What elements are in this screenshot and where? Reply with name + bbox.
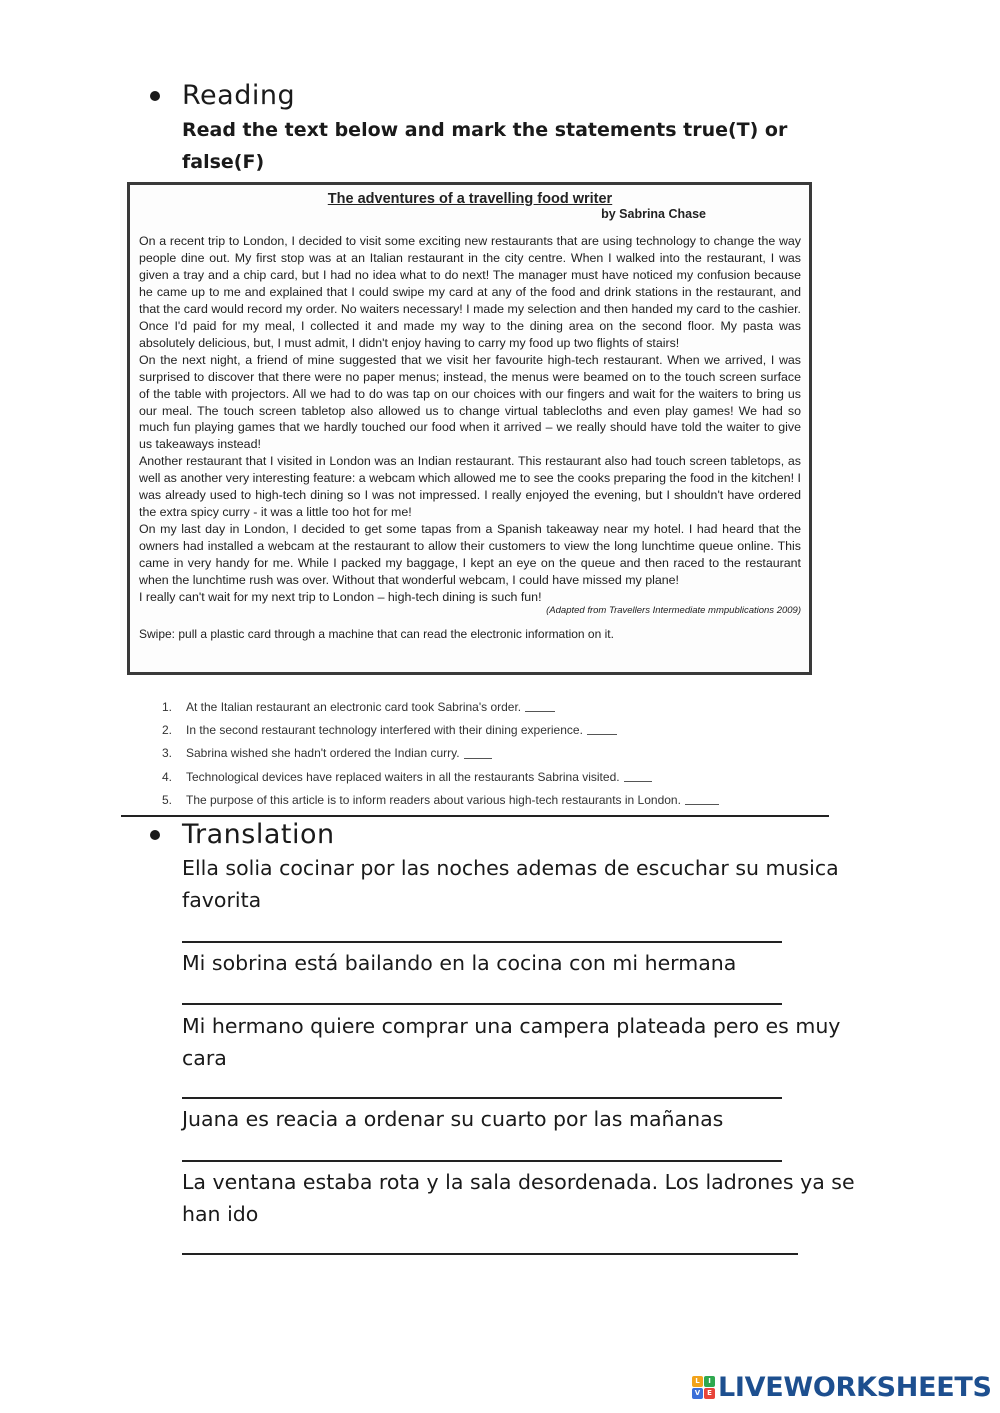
translation-heading [150,819,335,850]
translation-answer-line[interactable] [182,1160,782,1162]
answer-blank[interactable] [525,701,555,712]
answer-blank[interactable] [624,771,652,782]
passage-paragraph: I really can't wait for my next trip to London – high-tech dining is such fun! [139,590,542,605]
translation-sentence: La ventana estaba rota y la sala desordenada. Los ladrones ya se han ido [182,1170,855,1226]
question-text: At the Italian restaurant an electronic card took Sabrina's order. [186,699,522,714]
translation-answer-line[interactable] [182,1253,798,1255]
passage-title: The adventures of a travelling food writer [327,191,613,207]
translation-heading-text: Translation [182,819,335,850]
reading-passage [127,182,812,675]
translation-sentence: Mi sobrina está bailando en la cocina con mi hermana [182,951,737,975]
question-item [162,695,802,718]
answer-blank[interactable] [685,794,719,805]
translation-answer-line[interactable] [182,1097,782,1099]
translation-sentence: Juana es reacia a ordenar su cuarto por las mañanas [182,1107,724,1131]
question-item [162,718,802,741]
question-text: The purpose of this article is to inform readers about various high-tech restaurants in London. [186,792,681,807]
reading-instruction: Read the text below and mark the statements true(T) or false(F) [182,119,788,173]
passage-paragraph: On the next night, a friend of mine suggested that we visit her favourite high-tech restaurant. When we arrived, I was surprised to discover that there were no paper menus; instead, the menus were beamed on to the touch screen surface of the table with projectors. All we had to do was tap on our choices with our fingers and wait for the waiters to bring us our meal. The touch screen tabletop also allowed us to change virtual tablecloths and even play games! We had so much fun playing games that we hardly touched our food when it arrived – we really should have told the waiter to give us takeaways instead! [139,352,801,452]
liveworksheets-logo [692,1372,992,1403]
question-number: 5. [162,792,173,807]
passage-paragraph: Another restaurant that I visited in London was an Indian restaurant. This restaurant also had touch screen tabletops, as well as another very interesting feature: a webcam which allowed me to see the cooks preparing the food in the kitchen! I was already used to high-tech dining so I was not impressed. I really enjoyed the evening, but I shouldn't have ordered the extra spicy curry - it was a little too hot for me! [139,454,801,520]
passage-body [139,233,801,606]
question-number: 3. [162,746,173,761]
passage-author: by Sabrina Chase [601,207,706,221]
passage-gloss: Swipe: pull a plastic card through a machine that can read the electronic information on it. [139,626,614,641]
question-item [162,742,802,765]
question-number: 4. [162,769,173,784]
translation-answer-line[interactable] [182,1003,782,1005]
question-number: 2. [162,722,173,737]
question-item [162,765,802,788]
question-list [162,695,802,811]
question-number: 1. [162,699,173,714]
translation-sentence: Ella solia cocinar por las noches ademas de escuchar su musica favorita [182,856,839,912]
question-text: Sabrina wished she hadn't ordered the Indian curry. [186,746,460,761]
liveworksheets-logo-icon: L I V E [692,1376,715,1399]
translation-answer-line[interactable] [182,941,782,943]
reading-heading-text: Reading [182,80,296,111]
reading-heading [150,80,295,111]
translation-sentence: Mi hermano quiere comprar una campera plateada pero es muy cara [182,1014,841,1070]
passage-paragraph: On my last day in London, I decided to get some tapas from a Spanish takeaway near my hotel. I had heard that the owners had installed a webcam at the restaurant to allow their customers to view the long lunchtime queue online. This came in very handy for me. While I packed my baggage, I kept an eye on the queue and then raced to the restaurant when the lunchtime rush was over. Without that wonderful webcam, I could have missed my plane! [139,522,801,588]
logo-text: LIVEWORKSHEETS [718,1372,992,1403]
question-item [162,788,802,811]
passage-paragraph: On a recent trip to London, I decided to visit some exciting new restaurants that are using technology to change the way people dine out. My first stop was at an Italian restaurant in the city centre. When I walked into the restaurant, I was given a tray and a chip card, but I had no idea what to do next! The manager must have noticed my confusion because he came up to me and explained that I could swipe my card at any of the food and drink stations in the restaurant, and that the card would record my order. No waiters necessary! I made my selection and then handed my card to the cashier. Once I'd paid for my meal, I collected it and made my way to the dining area on the second floor. My pasta was absolutely delicious, but, I must admit, I didn't enjoy having to carry my food up two flights of stairs! [139,234,801,350]
bullet-icon [150,830,160,840]
question-text: In the second restaurant technology interfered with their dining experience. [186,722,583,737]
question-text: Technological devices have replaced waiters in all the restaurants Sabrina visited. [186,769,620,784]
answer-blank[interactable] [464,748,492,759]
section-divider [121,815,829,817]
passage-source: (Adapted from Travellers Intermediate mmpublications 2009) [546,604,801,616]
answer-blank[interactable] [587,724,617,735]
bullet-icon [150,91,160,101]
